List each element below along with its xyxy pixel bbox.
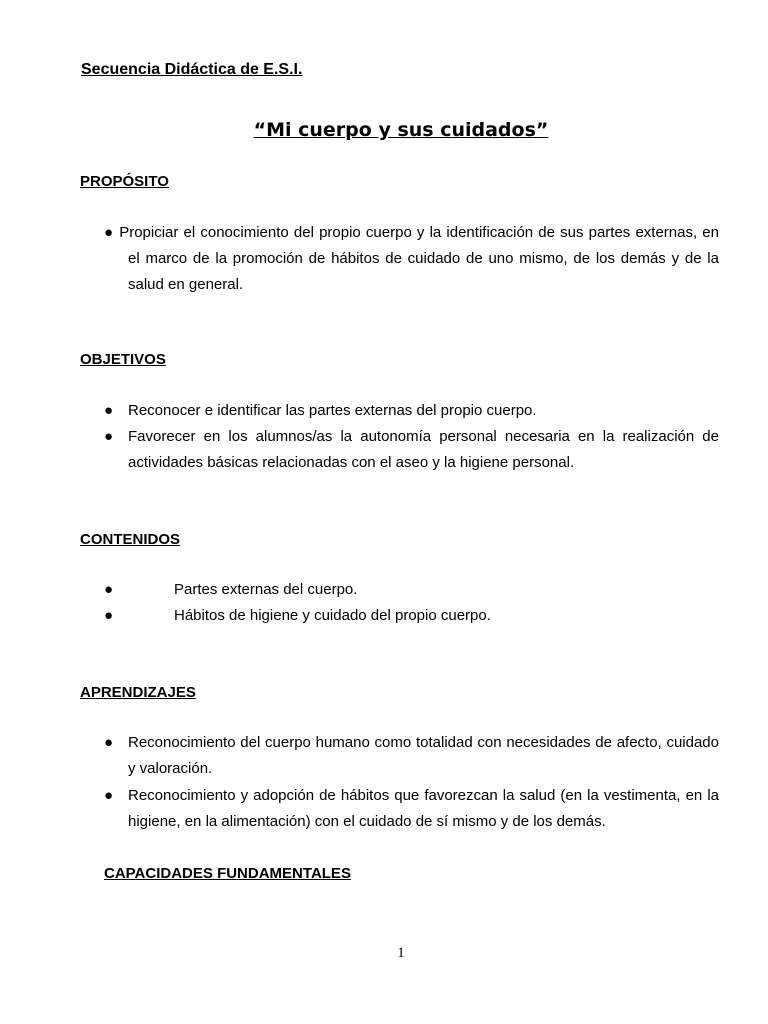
objetivos-item-text: Reconocer e identificar las partes externas del propio cuerpo. <box>128 402 537 419</box>
section-heading-capacidades: CAPACIDADES FUNDAMENTALES <box>104 865 351 882</box>
main-title: “Mi cuerpo y sus cuidados” <box>253 119 549 141</box>
list-item <box>104 783 719 835</box>
list-item <box>104 577 719 603</box>
list-item <box>104 220 719 298</box>
section-heading-proposito: PROPÓSITO <box>80 173 169 190</box>
list-item <box>104 398 719 424</box>
objetivos-item-text: Favorecer en los alumnos/as la autonomía personal necesaria en la realización de actividades básicas relacionadas con el aseo y la higiene personal. <box>128 428 719 471</box>
bullet-icon: ● <box>104 581 114 598</box>
contenidos-item-text: Hábitos de higiene y cuidado del propio cuerpo. <box>174 607 491 624</box>
bullet-icon: ● <box>104 428 114 445</box>
aprendizajes-item-text: Reconocimiento y adopción de hábitos que favorezcan la salud (en la vestimenta, en la higiene, en la alimentación) con el cuidado de sí mismo y de los demás. <box>128 787 719 830</box>
proposito-item-text: Propiciar el conocimiento del propio cuerpo y la identificación de sus partes externas, en el marco de la promoción de hábitos de cuidado de uno mismo, de los demás y de la salud en general. <box>119 224 719 293</box>
document-title: Secuencia Didáctica de E.S.I. <box>81 61 303 78</box>
section-heading-contenidos: CONTENIDOS <box>80 531 181 548</box>
bullet-icon: ● <box>104 224 115 241</box>
bullet-icon: ● <box>104 734 114 751</box>
list-item <box>104 730 719 782</box>
section-heading-objetivos: OBJETIVOS <box>80 351 166 368</box>
section-heading-aprendizajes: APRENDIZAJES <box>80 684 196 701</box>
list-item <box>104 603 719 629</box>
bullet-icon: ● <box>104 402 114 419</box>
bullet-icon: ● <box>104 607 114 624</box>
page-number: 1 <box>397 945 405 961</box>
bullet-icon: ● <box>104 787 114 804</box>
list-item <box>104 424 719 476</box>
list-item-text <box>104 220 719 298</box>
contenidos-item-text: Partes externas del cuerpo. <box>174 581 358 598</box>
aprendizajes-item-text: Reconocimiento del cuerpo humano como totalidad con necesidades de afecto, cuidado y valoración. <box>128 734 719 777</box>
